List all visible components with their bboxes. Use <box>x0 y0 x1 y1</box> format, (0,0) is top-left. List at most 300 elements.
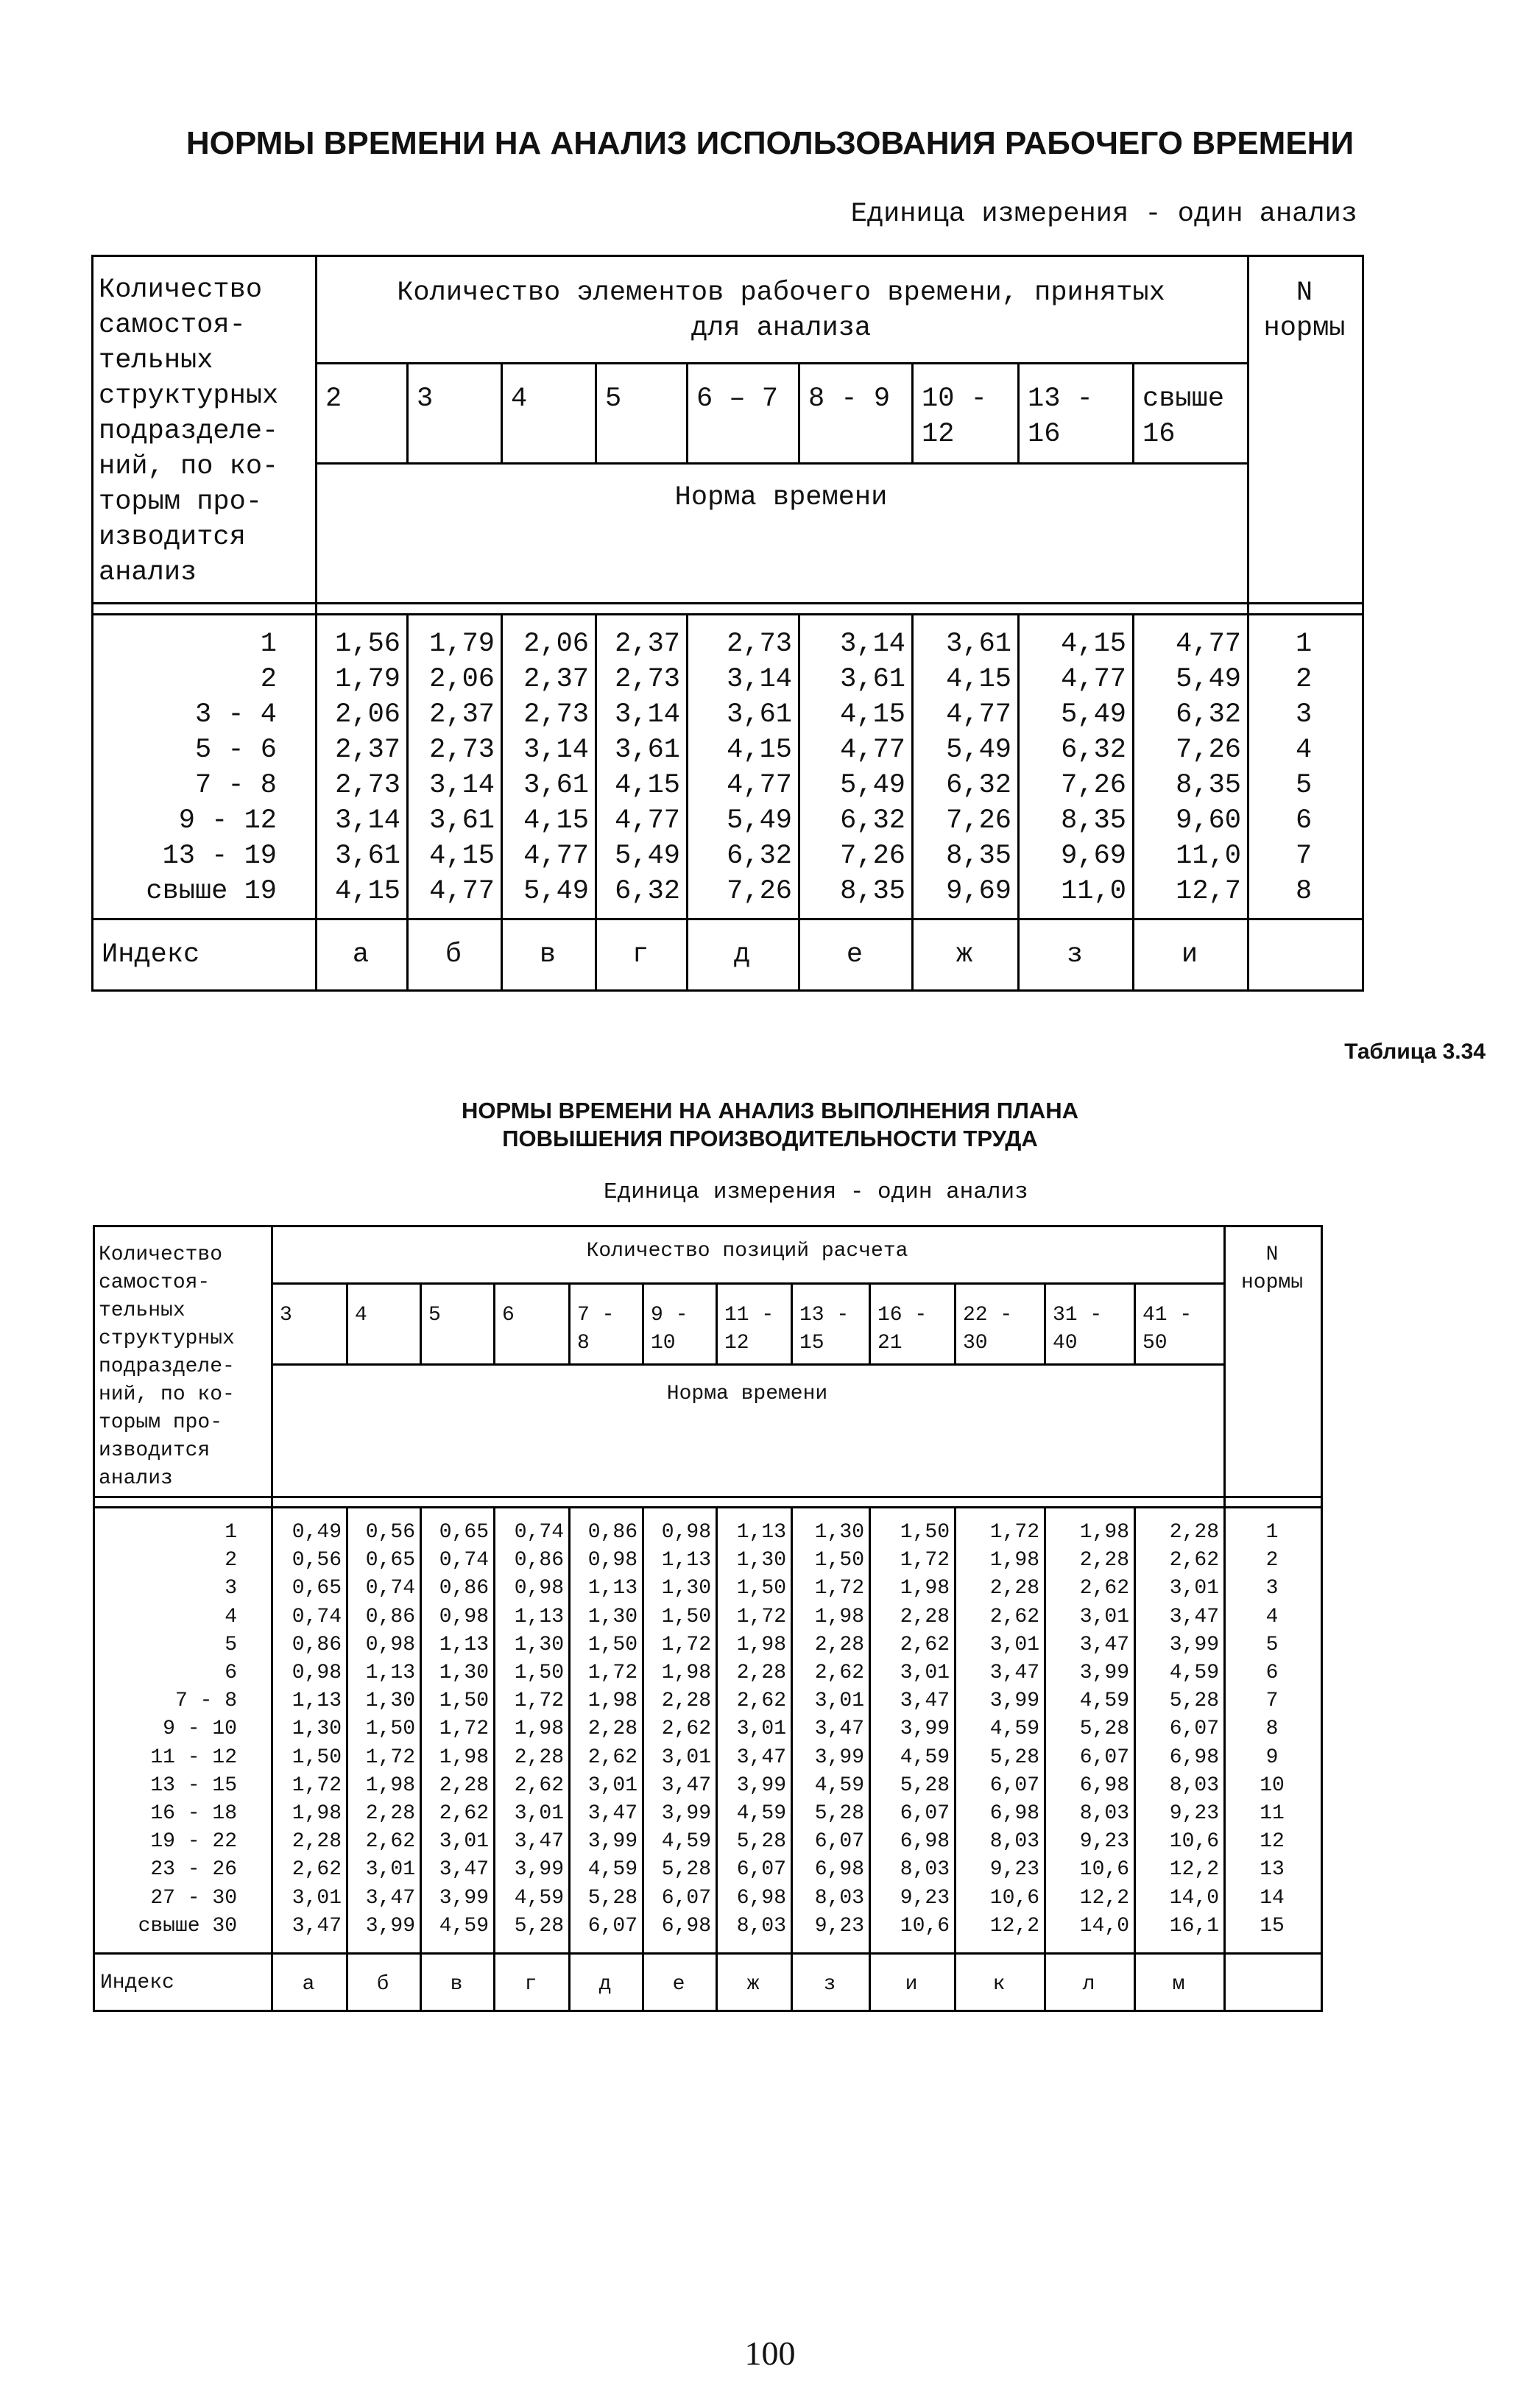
table-cell: 0,74 <box>439 1549 489 1572</box>
table-rule <box>271 1282 1223 1285</box>
table-cell: 3,14 <box>840 629 905 660</box>
norm-number: 6 <box>1265 1662 1279 1684</box>
table-cell: 3,61 <box>946 629 1011 660</box>
table-cell: 2,06 <box>335 699 400 730</box>
table-cell: 6,07 <box>1079 1746 1129 1769</box>
table-cell: 0,86 <box>514 1549 564 1572</box>
table-cell: 2,62 <box>900 1634 950 1656</box>
table-cell: 2,37 <box>429 699 495 730</box>
table-rule <box>1321 1225 1323 2012</box>
norma-vremeni: Норма времени <box>666 1383 828 1405</box>
table-cell: 3,14 <box>727 664 792 695</box>
table-cell: 4,59 <box>514 1887 564 1910</box>
row-label: 7 - 8 <box>194 770 277 801</box>
norm-number: 5 <box>1296 770 1313 801</box>
table-rule <box>271 1363 1223 1366</box>
table-cell: 2,73 <box>429 735 495 766</box>
table-cell: 1,13 <box>587 1577 637 1600</box>
row-label: 16 - 18 <box>150 1802 237 1825</box>
table-cell: 5,28 <box>1079 1718 1129 1740</box>
table-cell: 4,77 <box>727 770 792 801</box>
table-cell: 1,50 <box>439 1690 489 1712</box>
table-cell: 5,28 <box>736 1830 786 1853</box>
column-header: 10 - 12 <box>922 384 987 450</box>
table-cell: 1,50 <box>292 1746 342 1769</box>
table-cell: 1,30 <box>514 1634 564 1656</box>
row-label: 2 <box>260 664 277 695</box>
table-cell: 2,28 <box>1079 1549 1129 1572</box>
table-cell: 3,01 <box>365 1858 415 1881</box>
table-cell: 4,77 <box>523 841 589 872</box>
row-label: 1 <box>225 1521 237 1544</box>
index-value: м <box>1172 1973 1185 1996</box>
table-cell: 3,01 <box>439 1830 489 1853</box>
column-header: 41 - 50 <box>1142 1304 1193 1355</box>
column-header: 31 - 40 <box>1053 1304 1103 1355</box>
row-label: 2 <box>225 1549 237 1572</box>
table-cell: 5,28 <box>989 1746 1039 1769</box>
table-cell: 1,30 <box>814 1521 864 1544</box>
table-cell: 5,28 <box>661 1858 711 1881</box>
table-rule <box>954 1282 956 1363</box>
table-cell: 3,61 <box>335 841 400 872</box>
table-cell: 14,0 <box>1169 1887 1219 1910</box>
table-cell: 0,86 <box>365 1606 415 1628</box>
row-label: 5 - 6 <box>194 735 277 766</box>
table-cell: 1,13 <box>514 1606 564 1628</box>
table-cell: 1,98 <box>1079 1521 1129 1544</box>
table-cell: 4,15 <box>727 735 792 766</box>
table-cell: 4,15 <box>840 699 905 730</box>
table-cell: 10,6 <box>1079 1858 1129 1881</box>
table-cell: 2,28 <box>1169 1521 1219 1544</box>
column-header: 3 <box>280 1304 292 1327</box>
row-label: 13 - 19 <box>162 841 277 872</box>
table-cell: 1,72 <box>514 1690 564 1712</box>
table-cell: 4,59 <box>900 1746 950 1769</box>
row-label: 1 <box>260 629 277 660</box>
table-cell: 3,01 <box>900 1662 950 1684</box>
index-value: в <box>539 939 557 970</box>
table-cell: 5,28 <box>900 1774 950 1797</box>
table-cell: 4,59 <box>814 1774 864 1797</box>
column-header: 3 <box>417 384 434 414</box>
table-cell: 2,62 <box>365 1830 415 1853</box>
table-cell: 16,1 <box>1169 1915 1219 1938</box>
table-cell: 3,47 <box>1079 1634 1129 1656</box>
index-value: л <box>1082 1973 1095 1996</box>
table-cell: 11,0 <box>1061 876 1126 907</box>
index-value: а <box>352 939 370 970</box>
group-header: Количество позиций расчета <box>586 1240 908 1263</box>
index-value: ж <box>746 1973 760 1996</box>
table-cell: 6,98 <box>900 1830 950 1853</box>
table-cell: 6,32 <box>615 876 680 907</box>
table-cell: 1,79 <box>335 664 400 695</box>
table-cell: 6,32 <box>840 805 905 836</box>
table-cell: 9,60 <box>1176 805 1241 836</box>
table2-number: Таблица 3.34 <box>1344 1039 1486 1064</box>
norm-header: N нормы <box>1263 278 1346 344</box>
index-value: и <box>905 1973 918 1996</box>
table-cell: 1,98 <box>514 1718 564 1740</box>
table-cell: 1,72 <box>814 1577 864 1600</box>
table-cell: 8,35 <box>946 841 1011 872</box>
table-cell: 6,07 <box>736 1858 786 1881</box>
table-cell: 3,01 <box>587 1774 637 1797</box>
table-cell: 0,98 <box>661 1521 711 1544</box>
row-label: 11 - 12 <box>150 1746 237 1769</box>
table-cell: 3,47 <box>1169 1606 1219 1628</box>
index-value: г <box>524 1973 537 1996</box>
column-header: 2 <box>325 384 342 414</box>
table-cell: 2,62 <box>661 1718 711 1740</box>
table-cell: 1,98 <box>814 1606 864 1628</box>
table-cell: 7,26 <box>1061 770 1126 801</box>
index-value: а <box>302 1973 315 1996</box>
table-cell: 1,30 <box>439 1662 489 1684</box>
table-cell: 12,2 <box>989 1915 1039 1938</box>
table-cell: 2,28 <box>814 1634 864 1656</box>
index-value: д <box>598 1973 612 1996</box>
table-rule <box>642 1282 644 1363</box>
table-cell: 1,98 <box>900 1577 950 1600</box>
table-cell: 6,98 <box>736 1887 786 1910</box>
table-cell: 1,98 <box>292 1802 342 1825</box>
table-cell: 8,03 <box>1169 1774 1219 1797</box>
column-header: 9 - 10 <box>651 1304 688 1355</box>
table-cell: 2,28 <box>661 1690 711 1712</box>
column-header: 22 - 30 <box>963 1304 1013 1355</box>
row-label: 5 <box>225 1634 237 1656</box>
table-cell: 5,28 <box>587 1887 637 1910</box>
table-cell: 5,28 <box>1169 1690 1219 1712</box>
table-cell: 0,56 <box>292 1549 342 1572</box>
norm-number: 1 <box>1265 1521 1279 1544</box>
table-cell: 2,28 <box>365 1802 415 1825</box>
table-cell: 8,03 <box>1079 1802 1129 1825</box>
page-number: 100 <box>744 2334 796 2372</box>
row-label: 4 <box>225 1606 237 1628</box>
table-cell: 4,77 <box>840 735 905 766</box>
table-cell: 9,23 <box>1079 1830 1129 1853</box>
index-value: з <box>1066 939 1084 970</box>
table-cell: 1,13 <box>661 1549 711 1572</box>
index-value: к <box>992 1973 1006 1996</box>
table-cell: 12,2 <box>1169 1858 1219 1881</box>
table-cell: 6,98 <box>1169 1746 1219 1769</box>
table-cell: 6,98 <box>661 1915 711 1938</box>
table-cell: 12,7 <box>1176 876 1241 907</box>
table-cell: 0,49 <box>292 1521 342 1544</box>
table-cell: 0,74 <box>514 1521 564 1544</box>
table-cell: 1,72 <box>365 1746 415 1769</box>
table-cell: 0,74 <box>365 1577 415 1600</box>
table-cell: 0,74 <box>292 1606 342 1628</box>
table-cell: 8,03 <box>989 1830 1039 1853</box>
norm-number: 8 <box>1296 876 1313 907</box>
table-cell: 5,49 <box>1061 699 1126 730</box>
table-rule <box>93 1952 1321 1955</box>
table-cell: 1,30 <box>661 1577 711 1600</box>
norm-number: 2 <box>1265 1549 1279 1572</box>
table-cell: 3,14 <box>335 805 400 836</box>
table-cell: 1,98 <box>365 1774 415 1797</box>
norm-number: 7 <box>1265 1690 1279 1712</box>
table-cell: 11,0 <box>1176 841 1241 872</box>
table-cell: 6,07 <box>989 1774 1039 1797</box>
table1-title: НОРМЫ ВРЕМЕНИ НА АНАЛИЗ ИСПОЛЬЗОВАНИЯ РАБОЧЕГО ВРЕМЕНИ <box>186 125 1354 161</box>
table-cell: 4,77 <box>1176 629 1241 660</box>
table-cell: 4,77 <box>1061 664 1126 695</box>
norm-number: 13 <box>1260 1858 1285 1881</box>
table-cell: 4,77 <box>615 805 680 836</box>
table-cell: 2,06 <box>523 629 589 660</box>
row-label: 3 - 4 <box>194 699 277 730</box>
norm-number: 14 <box>1260 1887 1285 1910</box>
table-cell: 4,59 <box>1079 1690 1129 1712</box>
table-cell: 1,13 <box>439 1634 489 1656</box>
table-cell: 3,99 <box>514 1858 564 1881</box>
table-cell: 8,03 <box>736 1915 786 1938</box>
table-cell: 4,15 <box>523 805 589 836</box>
table-cell: 2,73 <box>523 699 589 730</box>
norm-number: 7 <box>1296 841 1313 872</box>
table-cell: 2,37 <box>523 664 589 695</box>
table-rule <box>93 2010 1321 2012</box>
column-header: 16 - 21 <box>877 1304 928 1355</box>
table-cell: 10,6 <box>989 1887 1039 1910</box>
table-cell: 4,15 <box>1061 629 1126 660</box>
table-cell: 6,32 <box>946 770 1011 801</box>
table-cell: 1,72 <box>989 1521 1039 1544</box>
table-cell: 4,59 <box>661 1830 711 1853</box>
table-cell: 1,13 <box>736 1521 786 1544</box>
column-header: 5 <box>428 1304 441 1327</box>
col0-header: Количество самостоя- тельных структурных подразделе- ний, по ко- торым про- изводится анализ <box>99 1243 235 1490</box>
table-cell: 14,0 <box>1079 1915 1129 1938</box>
table-cell: 3,99 <box>587 1830 637 1853</box>
table-cell: 1,72 <box>736 1606 786 1628</box>
table-rule <box>716 1282 718 1363</box>
table-cell: 3,47 <box>814 1718 864 1740</box>
table-cell: 3,01 <box>292 1887 342 1910</box>
table-cell: 1,50 <box>736 1577 786 1600</box>
table-cell: 4,77 <box>946 699 1011 730</box>
table-cell: 7,26 <box>840 841 905 872</box>
table-cell: 5,49 <box>1176 664 1241 695</box>
table-cell: 2,37 <box>615 629 680 660</box>
norm-number: 5 <box>1265 1634 1279 1656</box>
row-label: 9 - 12 <box>178 805 277 836</box>
table-cell: 3,99 <box>900 1718 950 1740</box>
table-cell: 5,49 <box>523 876 589 907</box>
table-cell: 8,03 <box>814 1887 864 1910</box>
table-cell: 1,50 <box>814 1549 864 1572</box>
table-cell: 1,79 <box>429 629 495 660</box>
table-cell: 0,98 <box>514 1577 564 1600</box>
column-header: 11 - 12 <box>724 1304 774 1355</box>
table-cell: 6,07 <box>587 1915 637 1938</box>
table-cell: 1,30 <box>736 1549 786 1572</box>
table-cell: 3,47 <box>989 1662 1039 1684</box>
table-rule <box>93 1225 1321 1227</box>
table-cell: 4,15 <box>615 770 680 801</box>
table-cell: 2,62 <box>587 1746 637 1769</box>
table-cell: 1,72 <box>661 1634 711 1656</box>
table-cell: 1,72 <box>292 1774 342 1797</box>
row-label: 19 - 22 <box>150 1830 237 1853</box>
table-cell: 4,59 <box>989 1718 1039 1740</box>
table-cell: 2,62 <box>1169 1549 1219 1572</box>
group-header: Количество элементов рабочего времени, принятых для анализа <box>397 278 1165 344</box>
table-cell: 3,99 <box>736 1774 786 1797</box>
table-rule <box>869 1282 871 1363</box>
norm-number: 11 <box>1260 1802 1285 1825</box>
table-cell: 9,23 <box>900 1887 950 1910</box>
table-rule <box>791 1282 793 1363</box>
table-cell: 1,50 <box>661 1606 711 1628</box>
table-cell: 1,72 <box>587 1662 637 1684</box>
table-cell: 7,26 <box>727 876 792 907</box>
table-cell: 2,62 <box>1079 1577 1129 1600</box>
table-cell: 4,15 <box>946 664 1011 695</box>
table-rule <box>568 1282 571 1363</box>
table-cell: 3,61 <box>429 805 495 836</box>
table-cell: 8,03 <box>900 1858 950 1881</box>
table-cell: 2,28 <box>900 1606 950 1628</box>
table-cell: 3,01 <box>736 1718 786 1740</box>
table-cell: 6,32 <box>727 841 792 872</box>
table-cell: 6,98 <box>989 1802 1039 1825</box>
table-cell: 4,59 <box>1169 1662 1219 1684</box>
table-cell: 2,62 <box>439 1802 489 1825</box>
column-header: 13 - 16 <box>1028 384 1093 450</box>
table-cell: 2,62 <box>514 1774 564 1797</box>
column-header: 6 <box>502 1304 515 1327</box>
table-cell: 3,47 <box>292 1915 342 1938</box>
table-cell: 2,62 <box>736 1690 786 1712</box>
norm-header: N нормы <box>1240 1243 1303 1294</box>
table-cell: 2,28 <box>587 1718 637 1740</box>
index-value: г <box>632 939 649 970</box>
table-cell: 2,37 <box>335 735 400 766</box>
table-cell: 10,6 <box>900 1915 950 1938</box>
index-label: Индекс <box>102 939 200 970</box>
table-cell: 5,28 <box>814 1802 864 1825</box>
index-value: з <box>823 1973 836 1996</box>
table-cell: 12,2 <box>1079 1887 1129 1910</box>
table-cell: 1,98 <box>587 1690 637 1712</box>
table-cell: 1,13 <box>292 1690 342 1712</box>
column-header: 4 <box>511 384 528 414</box>
column-header: 4 <box>355 1304 367 1327</box>
table-cell: 6,07 <box>900 1802 950 1825</box>
table-cell: 0,98 <box>292 1662 342 1684</box>
table-cell: 1,56 <box>335 629 400 660</box>
index-value: в <box>450 1973 463 1996</box>
table-cell: 2,62 <box>814 1662 864 1684</box>
table-cell: 1,98 <box>989 1549 1039 1572</box>
table-cell: 3,61 <box>727 699 792 730</box>
table-cell: 7,26 <box>946 805 1011 836</box>
table-cell: 4,59 <box>736 1802 786 1825</box>
table1-unit: Единица измерения - один анализ <box>850 199 1357 230</box>
table-cell: 5,28 <box>514 1915 564 1938</box>
norm-number: 12 <box>1260 1830 1285 1853</box>
table-cell: 0,65 <box>365 1549 415 1572</box>
table-cell: 3,99 <box>1079 1662 1129 1684</box>
table-cell: 3,47 <box>736 1746 786 1769</box>
table-cell: 2,28 <box>292 1830 342 1853</box>
table-cell: 6,98 <box>814 1858 864 1881</box>
table-cell: 0,65 <box>439 1521 489 1544</box>
table-cell: 3,01 <box>989 1634 1039 1656</box>
table-cell: 5,49 <box>727 805 792 836</box>
norma-vremeni: Норма времени <box>674 482 888 513</box>
column-header: 7 - 8 <box>577 1304 615 1355</box>
table-cell: 2,28 <box>439 1774 489 1797</box>
norm-number: 3 <box>1296 699 1313 730</box>
table-cell: 3,47 <box>587 1802 637 1825</box>
index-value: б <box>445 939 462 970</box>
table-cell: 0,86 <box>292 1634 342 1656</box>
table-cell: 3,01 <box>1079 1606 1129 1628</box>
row-label: 6 <box>225 1662 237 1684</box>
table-cell: 4,59 <box>439 1915 489 1938</box>
table-cell: 4,15 <box>335 876 400 907</box>
row-label: 3 <box>225 1577 237 1600</box>
table-cell: 1,98 <box>661 1662 711 1684</box>
table-rule <box>1044 1282 1046 1363</box>
table-cell: 1,50 <box>365 1718 415 1740</box>
table-cell: 5,49 <box>615 841 680 872</box>
column-header: 5 <box>605 384 622 414</box>
table-cell: 1,30 <box>292 1718 342 1740</box>
row-label: свыше 30 <box>138 1915 237 1938</box>
table-cell: 3,47 <box>439 1858 489 1881</box>
table-cell: 3,47 <box>365 1887 415 1910</box>
table-cell: 2,06 <box>429 664 495 695</box>
table-cell: 6,07 <box>661 1887 711 1910</box>
table-cell: 3,01 <box>514 1802 564 1825</box>
row-label: 13 - 15 <box>150 1774 237 1797</box>
table-cell: 3,61 <box>523 770 589 801</box>
table-cell: 9,23 <box>814 1915 864 1938</box>
index-value: и <box>1181 939 1198 970</box>
table-cell: 9,23 <box>989 1858 1039 1881</box>
table-cell: 1,98 <box>439 1746 489 1769</box>
index-value: е <box>846 939 863 970</box>
table-cell: 6,98 <box>1079 1774 1129 1797</box>
table-cell: 9,69 <box>946 876 1011 907</box>
table-cell: 7,26 <box>1176 735 1241 766</box>
table-cell: 3,61 <box>615 735 680 766</box>
table-cell: 10,6 <box>1169 1830 1219 1853</box>
table-cell: 3,14 <box>429 770 495 801</box>
table-cell: 9,69 <box>1061 841 1126 872</box>
table-cell: 4,59 <box>587 1858 637 1881</box>
table-rule <box>93 1496 1321 1498</box>
table-cell: 1,30 <box>365 1690 415 1712</box>
table-cell: 6,07 <box>814 1830 864 1853</box>
table-cell: 8,35 <box>1061 805 1126 836</box>
index-value: д <box>733 939 751 970</box>
row-label: 7 - 8 <box>174 1690 237 1712</box>
table-rule <box>93 1506 1321 1508</box>
table-rule <box>346 1282 348 1363</box>
table-cell: 1,30 <box>587 1606 637 1628</box>
